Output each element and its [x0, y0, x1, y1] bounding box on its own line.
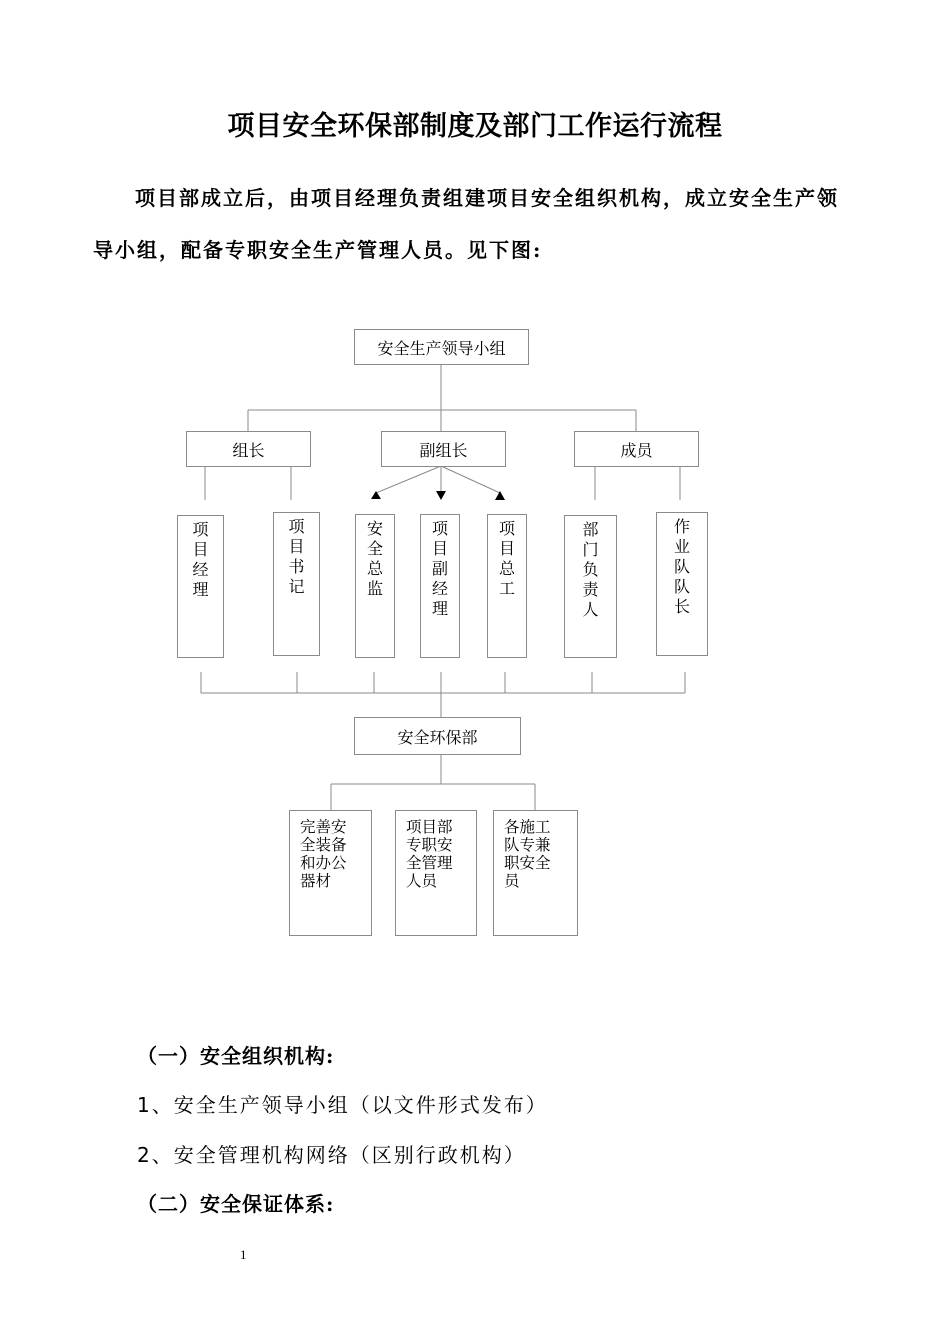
org-node-role: 项目总工 [487, 514, 527, 658]
org-node-sub: 项目部专职安全管理人员 [395, 810, 477, 936]
org-node-role: 部门负责人 [564, 515, 617, 658]
arrow-head-icon [495, 491, 505, 500]
intro-line-2: 导小组，配备专职安全生产管理人员。见下图: [93, 238, 543, 262]
arrow-head-icon [436, 491, 446, 500]
org-node-safety-dept: 安全环保部 [354, 717, 521, 755]
org-node-role: 项目经理 [177, 515, 224, 658]
document-title: 项目安全环保部制度及部门工作运行流程 [227, 111, 723, 142]
list-item: 2、安全管理机构网络（区别行政机构） [137, 1143, 526, 1167]
org-node-sub: 各施工队专兼职安全员 [493, 810, 578, 936]
org-node-role: 项目书记 [273, 512, 320, 656]
org-node-deputy-leader: 副组长 [381, 431, 506, 467]
org-node-group-leader: 组长 [186, 431, 311, 467]
section-heading-1: （一）安全组织机构: [137, 1044, 335, 1068]
org-node-role: 作业队队长 [656, 512, 708, 656]
arrow-head-icon [371, 491, 381, 499]
page-number: 1 [240, 1247, 247, 1262]
section-heading-2: （二）安全保证体系: [137, 1192, 335, 1216]
org-node-members: 成员 [574, 431, 699, 467]
org-node-role: 安全总监 [355, 514, 395, 658]
org-node-sub: 完善安全装备和办公器材 [289, 810, 372, 936]
list-item: 1、安全生产领导小组（以文件形式发布） [137, 1093, 548, 1117]
org-node-role: 项目副经理 [420, 514, 460, 658]
org-node-leadership-group: 安全生产领导小组 [354, 329, 529, 365]
intro-line-1: 项目部成立后，由项目经理负责组建项目安全组织机构，成立安全生产领 [135, 186, 839, 210]
